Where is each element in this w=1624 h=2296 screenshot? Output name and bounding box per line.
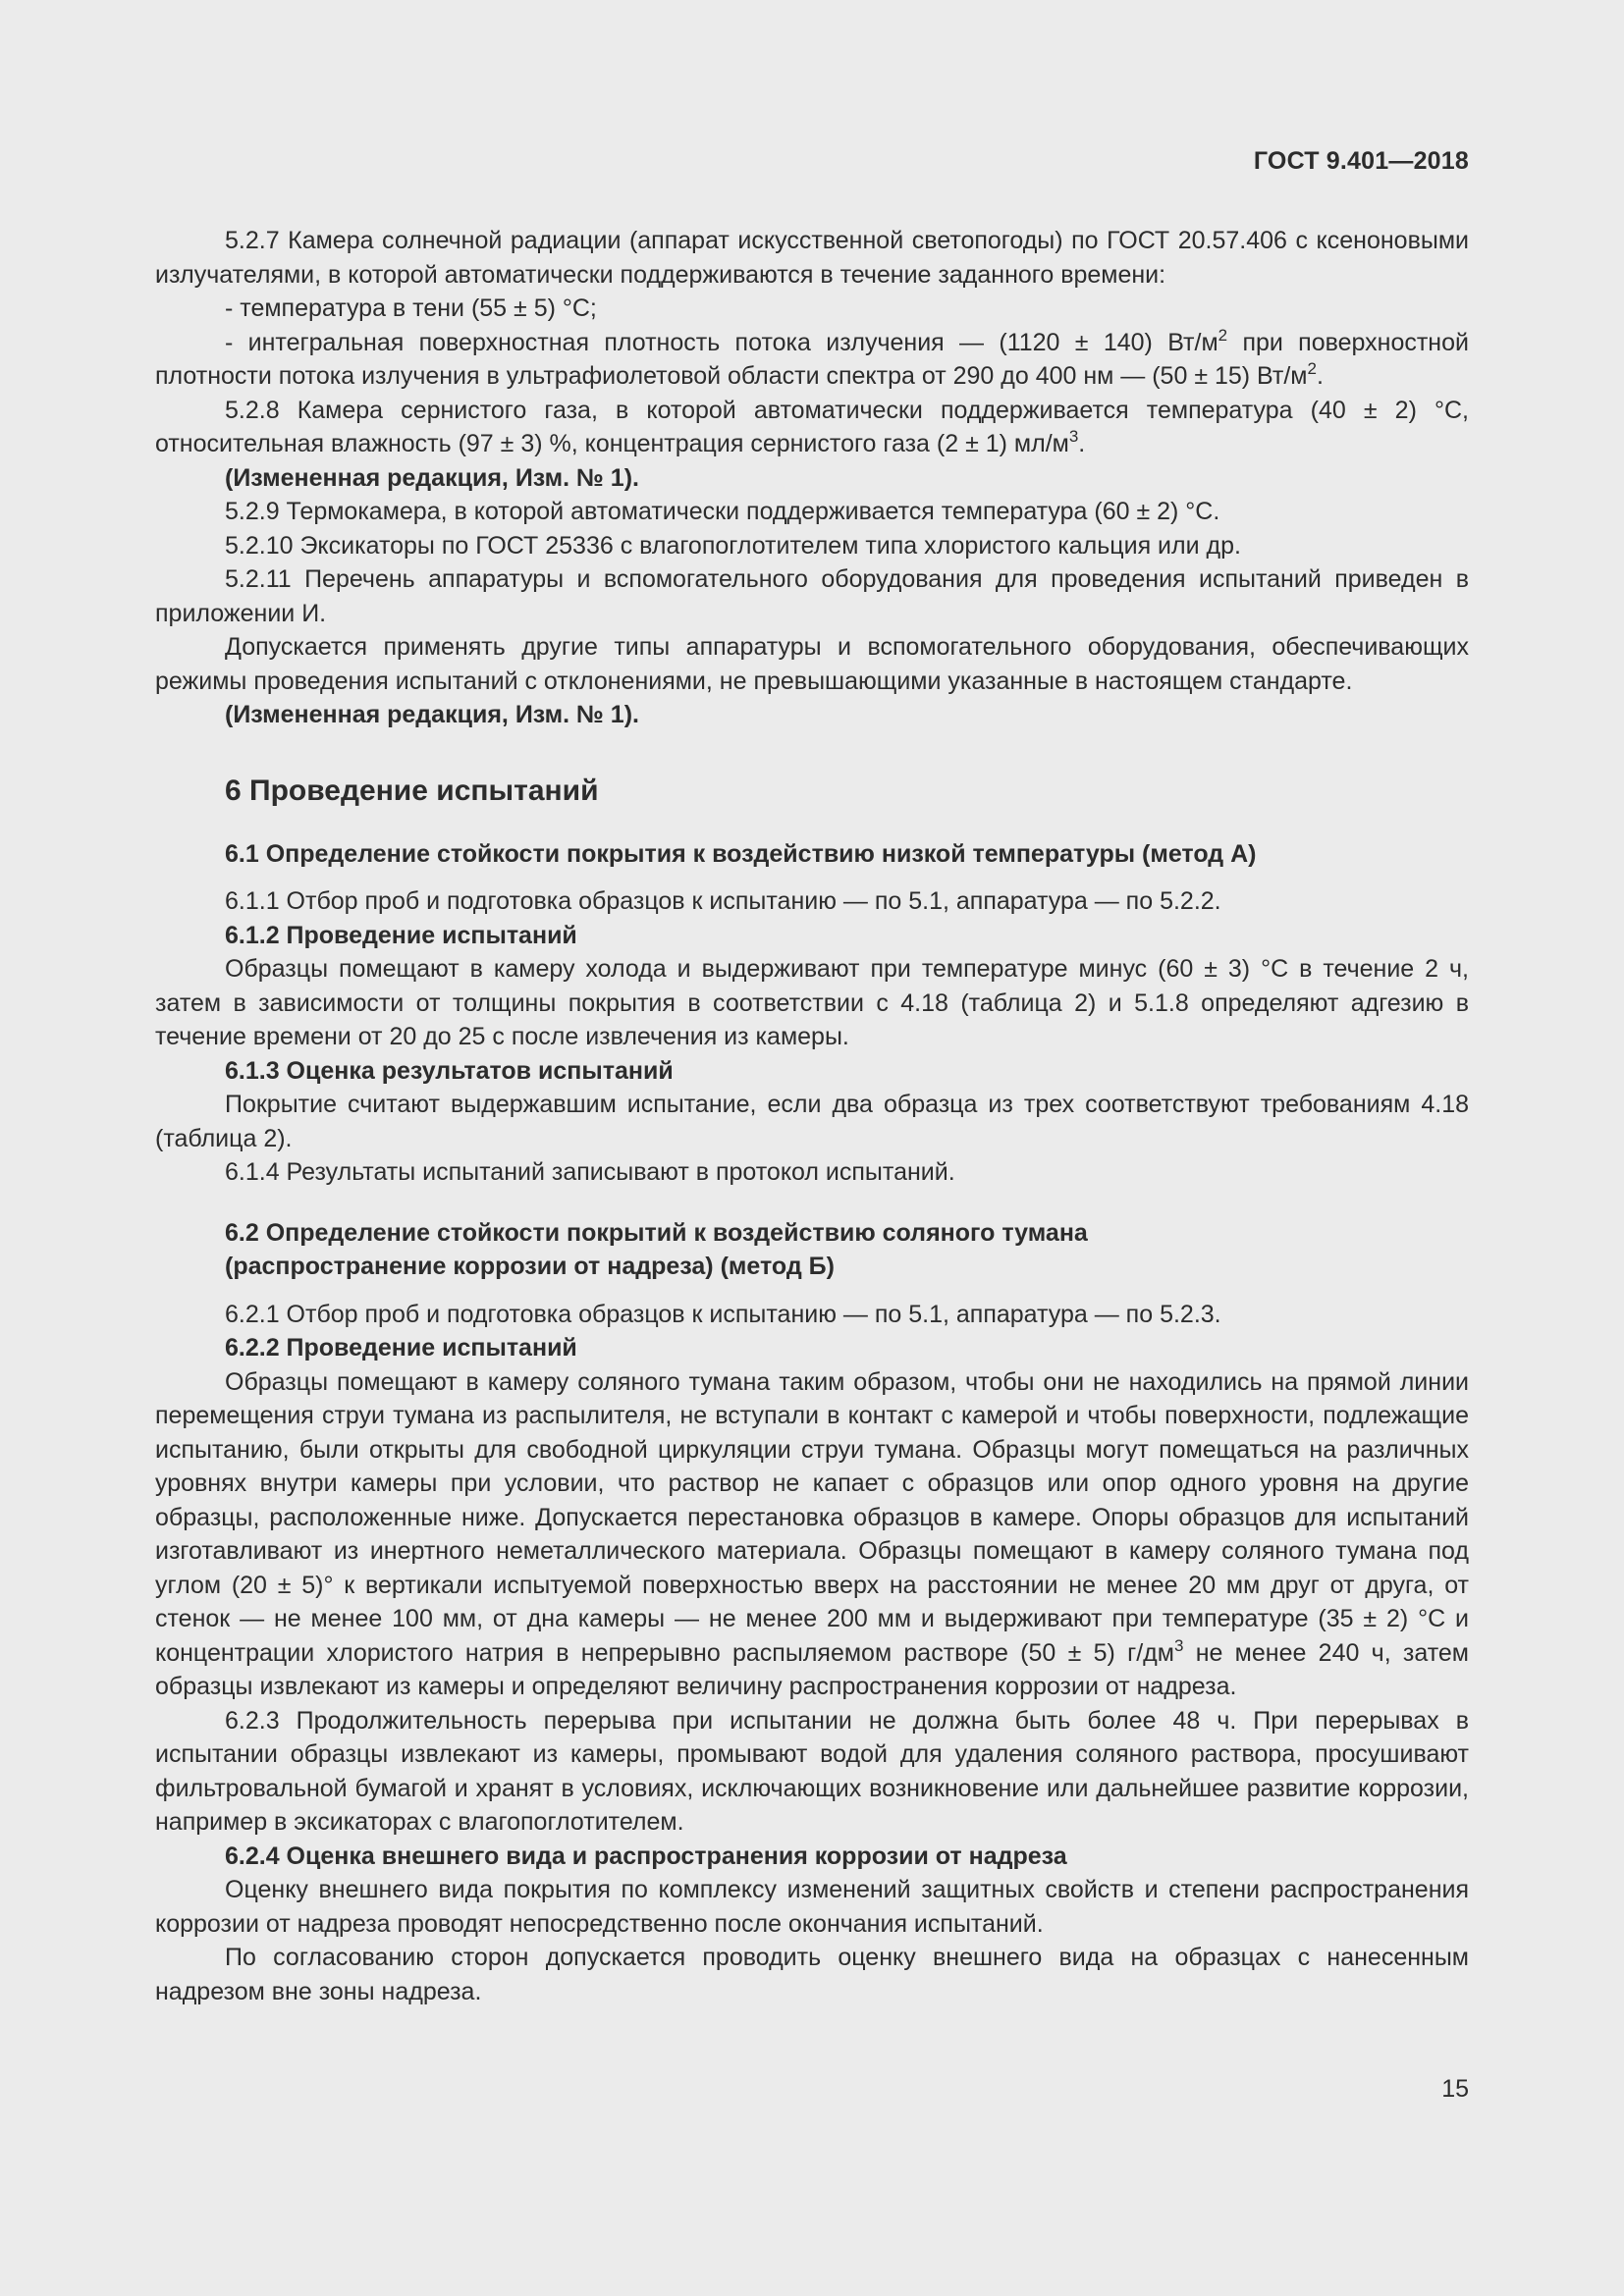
clause-6-2-4-heading: 6.2.4 Оценка внешнего вида и распространения коррозии от надреза [225,1842,1067,1870]
clause-6-2-4-text-1: Оценку внешнего вида покрытия по комплексу изменений защитных свойств и степени распространения коррозии от надреза проводят непосредственно после окончания испытаний. [155,1876,1469,1938]
subsection-6-1-title: 6.1 Определение стойкости покрытия к воздействию низкой температуры (метод А) [225,839,1257,868]
clause-5-2-11: 5.2.11 Перечень аппаратуры и вспомогательного оборудования для проведения испытаний приведен в приложении И. [155,565,1469,627]
clause-5-2-7: 5.2.7 Камера солнечной радиации (аппарат искусственной светопогоды) по ГОСТ 20.57.406 с ксеноновыми излучателями, в которой автоматически поддерживаются в течение заданного времени: [155,227,1469,289]
clause-6-1-2-heading: 6.1.2 Проведение испытаний [225,921,577,949]
document-header: ГОСТ 9.401—2018 [1253,147,1469,175]
amendment-note: (Измененная редакция, Изм. № 1). [225,701,639,728]
clause-6-2-3: 6.2.3 Продолжительность перерыва при испытании не должна быть более 48 ч. При перерывах в испытании образцы извлекают из камеры, промывают водой для удаления соляного раствора, просушивают фильтровальной бумагой и хранят в условиях, исключающих возникновение или дальнейшее развитие коррозии, например в эксикаторах с влагопоглотителем. [155,1706,1469,1836]
clause-6-2-2-text: Образцы помещают в камеру соляного тумана таким образом, чтобы они не находились на прямой линии перемещения струи тумана из распылителя, не вступали в контакт с камерой и чтобы поверхности, подлежащие испытанию, были открыты для свободной циркуляции струи тумана. Образцы могут помещаться на различных уровнях внутри камеры при условии, что раствор не капает с образцов или опор одного уровня на другие образцы, расположенные ниже. Допускается перестановка образцов в камере. Опоры образцов для испытаний изготавливают из инертного неметаллического материала. Образцы помещают в камеру соляного тумана под углом (20 ± 5)° к вертикали испытуемой поверхностью вверх на расстоянии не менее 20 мм друг от друга, от стенок — не менее 100 мм, от дна камеры — не менее 200 мм и выдерживают при температуре (35 ± 2) °С и концентрации хлористого натрия в непрерывно распыляемом растворе (50 ± 5) $г/дм^3$ не менее 240 ч, затем образцы извлекают из камеры и определяют величину распространения коррозии от надреза. [155,1367,1469,1700]
clause-5-2-7-item-b: - интегральная поверхностная плотность потока излучения — (1120 ± 140) $Вт/м^2$ при поверхностной плотности потока излучения в ультрафиолетовой области спектра от 290 до 400 нм — (50 ± 15) $Вт/м^2$. [155,325,1469,390]
clause-5-2-7-item-a: - температура в тени (55 ± 5) °С; [225,294,597,322]
allowance-paragraph: Допускается применять другие типы аппаратуры и вспомогательного оборудования, обеспечивающих режимы проведения испытаний с отклонениями, не превышающими указанные в настоящем стандарте. [155,633,1469,695]
clause-6-2-1: 6.2.1 Отбор проб и подготовка образцов к испытанию — по 5.1, аппаратура — по 5.2.3. [225,1300,1221,1328]
clause-5-2-10: 5.2.10 Эксикаторы по ГОСТ 25336 с влагопоглотителем типа хлористого кальция или др. [225,531,1241,560]
clause-5-2-9: 5.2.9 Термокамера, в которой автоматически поддерживается температура (60 ± 2) °С. [225,498,1220,525]
clause-6-1-3-heading: 6.1.3 Оценка результатов испытаний [225,1056,674,1085]
clause-5-2-8: 5.2.8 Камера сернистого газа, в которой автоматически поддерживается температура (40 ± 2) °С, относительная влажность (97 ± 3) %, концентрация сернистого газа (2 ± 1) $мл/м^3$. [155,396,1469,457]
page-body [155,224,1469,2008]
clause-6-1-1: 6.1.1 Отбор проб и подготовка образцов к испытанию — по 5.1, аппаратура — по 5.2.2. [225,887,1221,915]
page-number: 15 [1441,2075,1469,2103]
section-6-title: 6 Проведение испытаний [225,774,599,807]
clause-6-1-4: 6.1.4 Результаты испытаний записывают в протокол испытаний. [225,1158,955,1186]
clause-6-2-2-heading: 6.2.2 Проведение испытаний [225,1334,577,1362]
amendment-note: (Измененная редакция, Изм. № 1). [225,463,639,492]
clause-6-1-3-text: Покрытие считают выдержавшим испытание, если два образца из трех соответствуют требованиям 4.18 (таблица 2). [155,1091,1469,1152]
clause-6-1-2-text: Образцы помещают в камеру холода и выдерживают при температуре минус (60 ± 3) °С в течение 2 ч, затем в зависимости от толщины покрытия в соответствии с 4.18 (таблица 2) и 5.1.8 определяют адгезию в течение времени от 20 до 25 с после извлечения из камеры. [155,955,1469,1050]
clause-6-2-4-text-2: По согласованию сторон допускается проводить оценку внешнего вида на образцах с нанесенным надрезом вне зоны надреза. [155,1944,1469,2005]
subsection-6-2-title: 6.2 Определение стойкости покрытий к воздействию соляного тумана (распространение коррозии от надреза) (метод Б) [225,1218,1088,1280]
